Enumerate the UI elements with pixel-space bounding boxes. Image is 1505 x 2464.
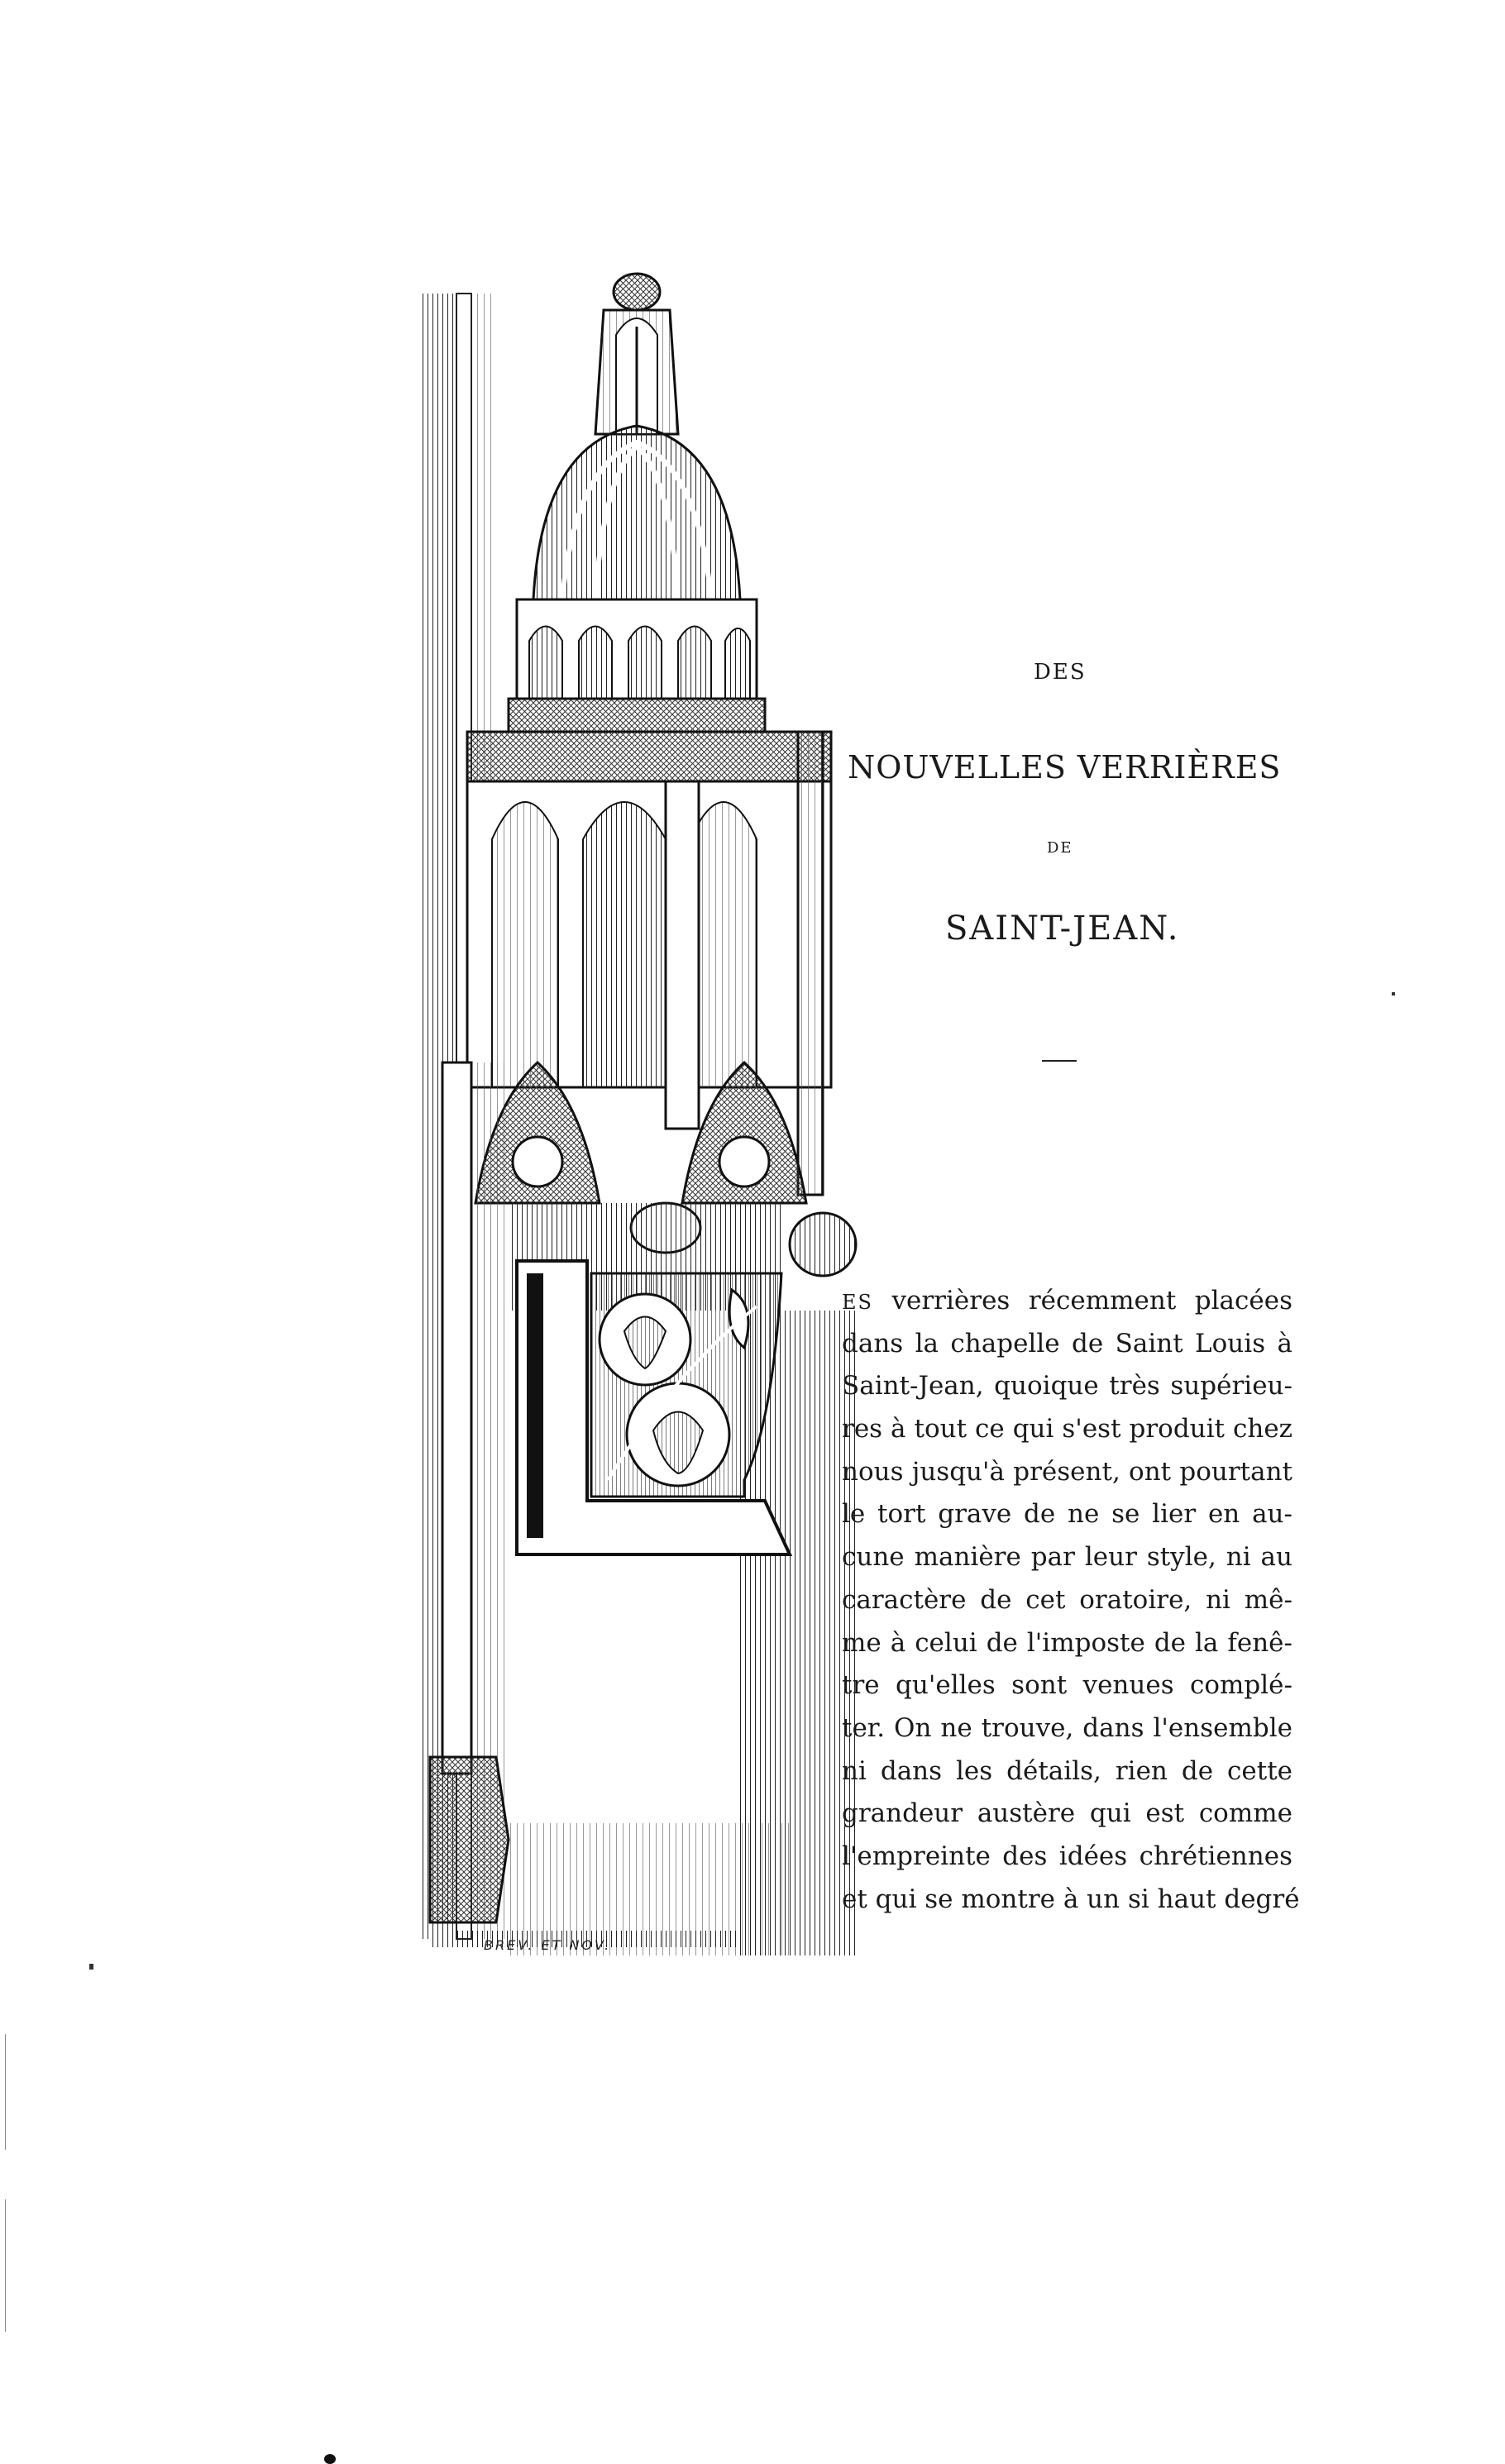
title-separator-rule bbox=[1042, 1060, 1077, 1062]
body-line: Saint-Jean, quoique très supérieu- bbox=[842, 1371, 1292, 1402]
first-word-rest: ES bbox=[842, 1291, 873, 1314]
body-line: nous jusqu'à présent, ont pourtant bbox=[842, 1456, 1292, 1487]
scan-speck bbox=[324, 2454, 336, 2464]
engraver-signature: BREV. ET NOV. bbox=[484, 1937, 612, 1953]
body-line: dans la chapelle de Saint Louis à bbox=[842, 1328, 1292, 1359]
title-connector: DE bbox=[1047, 839, 1073, 857]
body-line: le tort grave de ne se lier en au- bbox=[842, 1499, 1292, 1530]
ornamental-drop-cap bbox=[509, 1257, 794, 1559]
body-paragraph bbox=[842, 1280, 1300, 1921]
body-line: l'empreinte des idées chrétiennes bbox=[842, 1841, 1292, 1871]
scan-margin-line bbox=[5, 2199, 6, 2332]
body-line: cune manière par leur style, ni au bbox=[842, 1542, 1292, 1573]
body-line: ni dans les détails, rien de cette bbox=[842, 1755, 1292, 1786]
page-title: NOUVELLES VERRIÈRES bbox=[848, 749, 1282, 786]
scan-margin-line bbox=[5, 2034, 6, 2150]
body-line: tre qu'elles sont venues complé- bbox=[842, 1670, 1292, 1701]
body-line: et qui se montre à un si haut degré bbox=[842, 1884, 1300, 1914]
body-line: ter. On ne trouve, dans l'ensemble bbox=[842, 1712, 1292, 1743]
gothic-canopy-engraving bbox=[418, 269, 864, 1972]
title-prefix: DES bbox=[1034, 660, 1087, 685]
body-line: caractère de cet oratoire, ni mê- bbox=[842, 1584, 1292, 1615]
body-line: res à tout ce qui s'est produit chez bbox=[842, 1414, 1292, 1444]
body-line-1-text: verrières récemment placées bbox=[872, 1286, 1292, 1316]
scan-speck bbox=[89, 1964, 93, 1970]
title-place: SAINT-JEAN. bbox=[945, 910, 1180, 948]
body-line-1 bbox=[842, 1280, 1292, 1323]
drop-cap-letter: L bbox=[533, 1531, 539, 1540]
body-line: grandeur austère qui est comme bbox=[842, 1798, 1292, 1829]
body-line: me à celui de l'imposte de la fenê- bbox=[842, 1627, 1292, 1658]
scan-speck bbox=[1392, 992, 1395, 996]
